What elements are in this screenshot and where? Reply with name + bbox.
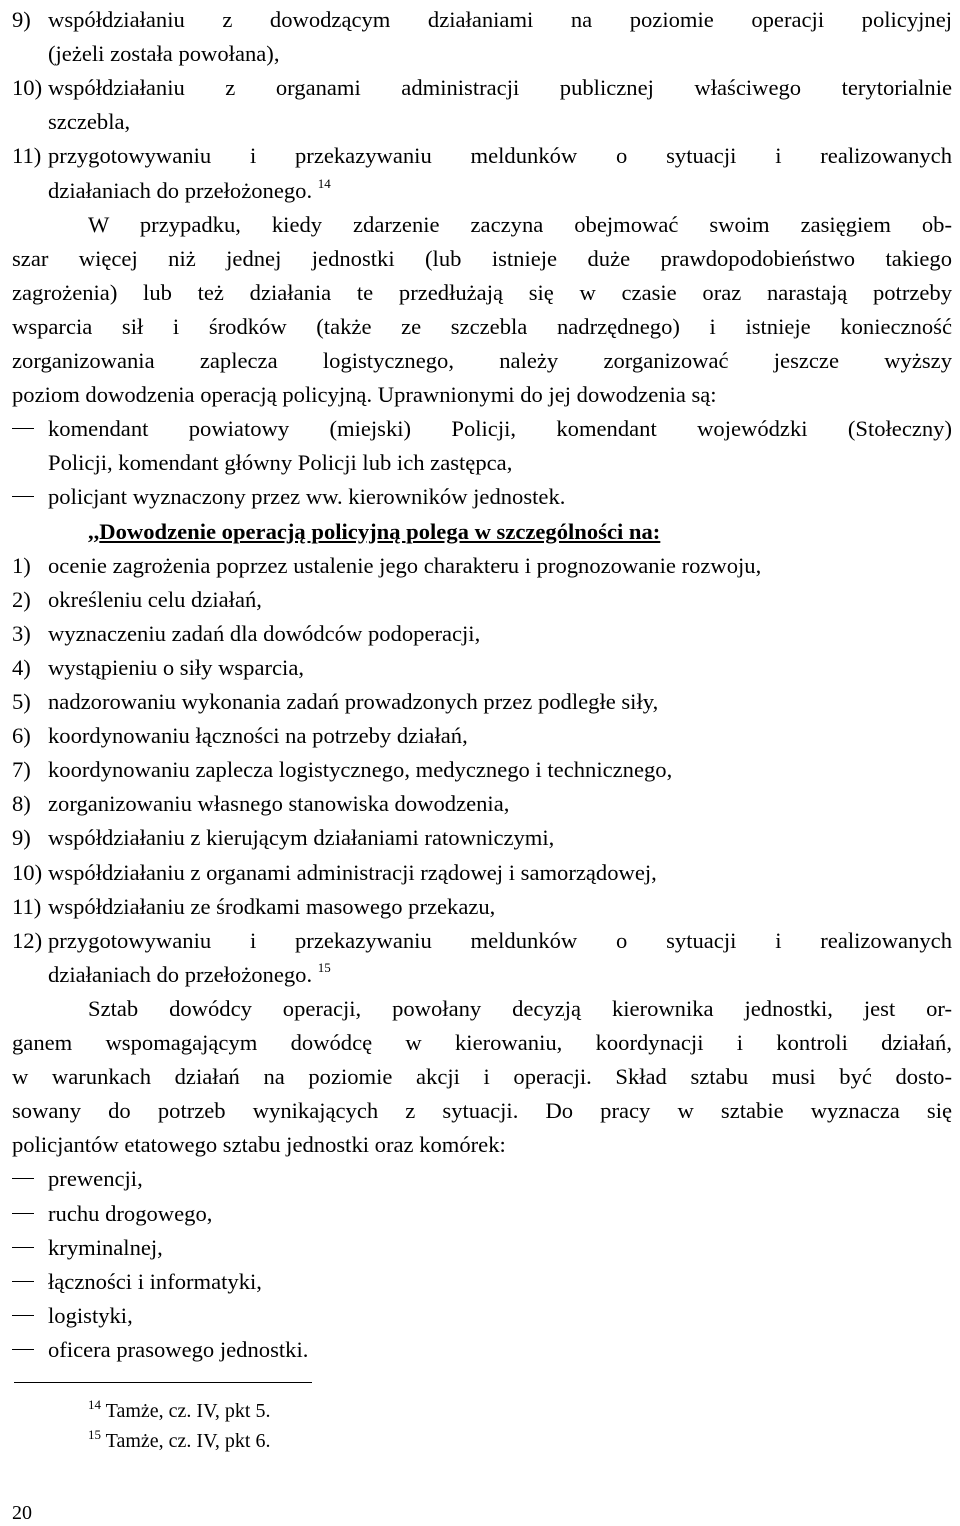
paragraph-text: zagrożenia) lub też działania te przedłużają się w czasie oraz narastają potrzeby: [12, 279, 952, 305]
paragraph-line: [12, 242, 952, 276]
list-item-text: przygotowywaniu i przekazywaniu meldunków o sytuacji i realizowanych: [48, 143, 952, 169]
list-item-text: wystąpieniu o siły wsparcia,: [48, 654, 305, 680]
list-item: [12, 719, 952, 753]
paragraph-text: sowany do potrzeb wynikających z sytuacji. Do pracy w sztabie wyznacza się: [12, 1098, 952, 1124]
list-number: 11): [12, 143, 42, 169]
list-item-text: działaniach do przełożonego. $^{14}$: [48, 175, 331, 203]
dash-item-text: kryminalnej,: [48, 1234, 163, 1260]
list-item-text: współdziałaniu z dowodzącym działaniami na poziomie operacji policyjnej: [48, 7, 952, 32]
list-item: [12, 753, 952, 787]
list-item: [12, 685, 952, 719]
paragraph-text: wsparcia sił i środków (także ze szczebla nadrzędnego) i istnieje konieczność: [12, 313, 952, 339]
section-heading: [88, 515, 952, 549]
dash-item-text: łączności i informatyki,: [48, 1268, 262, 1294]
dash-list-item: [12, 412, 952, 446]
list-item-text: współdziałaniu z organami administracji publicznej właściwego terytorialnie: [48, 75, 952, 101]
list-item-text: ocenie zagrożenia poprzez ustalenie jego charakteru i prognozowanie rozwoju,: [48, 552, 762, 578]
dash-bullet: [12, 1178, 34, 1179]
list-item: [12, 924, 952, 958]
list-number: 2): [12, 586, 31, 612]
list-number: 6): [12, 723, 31, 749]
list-item: [12, 958, 952, 992]
list-item: [12, 890, 952, 924]
list-item-text: współdziałaniu z organami administracji rządowej i samorządowej,: [48, 859, 657, 885]
list-number: 12): [12, 927, 43, 953]
paragraph-line: [12, 344, 952, 378]
list-item-text: (jeżeli została powołana),: [48, 41, 280, 67]
list-item: [12, 3, 952, 37]
list-number: 7): [12, 757, 31, 783]
dash-item-text: prewencji,: [48, 1166, 143, 1192]
dash-list-item: [12, 1265, 952, 1299]
paragraph-text: ganem wspomagającym dowódcę w kierowaniu, koordynacji i kontroli działań,: [12, 1030, 952, 1055]
list-item-text: wyznaczeniu zadań dla dowódców podoperacji,: [48, 620, 481, 646]
footnote-text: Tamże, cz. IV, pkt 5.: [105, 1400, 271, 1422]
paragraph-line: [12, 1094, 952, 1128]
paragraph-text: szar więcej niż jednej jednostki (lub istnieje duże prawdopodobieństwo takiego: [12, 245, 952, 271]
footnote-number: 15: [88, 1427, 101, 1442]
paragraph-text: zorganizowania zaplecza logistycznego, należy zorganizować jeszcze wyższy: [12, 348, 952, 373]
dash-list-item: [12, 1299, 952, 1333]
heading-quote: ,,: [88, 518, 100, 544]
footnote: [88, 1398, 270, 1426]
dash-bullet: [12, 1349, 34, 1350]
dash-bullet: [12, 1281, 34, 1282]
list-item: [12, 617, 952, 651]
paragraph-line: [12, 310, 952, 344]
dash-bullet: [12, 496, 34, 497]
dash-bullet: [12, 1247, 34, 1248]
list-item: [12, 549, 952, 583]
dash-item-text: Policji, komendant główny Policji lub ich zastępca,: [48, 450, 513, 476]
dash-bullet: [12, 1213, 34, 1214]
list-item-text: współdziałaniu ze środkami masowego przekazu,: [48, 893, 496, 919]
footnote-ref: 14: [317, 175, 331, 191]
list-number: 10): [12, 75, 43, 101]
dash-list-item: [12, 1231, 952, 1265]
paragraph-line: [12, 1026, 952, 1060]
list-item: [12, 139, 952, 173]
list-item-text: określeniu celu działań,: [48, 586, 262, 612]
footnote-ref: 15: [317, 959, 331, 975]
footnote: [88, 1428, 270, 1456]
list-item-text: koordynowaniu łączności na potrzeby działań,: [48, 723, 468, 749]
list-item: [12, 105, 952, 139]
dash-list-item: [12, 480, 952, 514]
dash-item-text: oficera prasowego jednostki.: [48, 1336, 309, 1362]
paragraph-text: Sztab dowódcy operacji, powołany decyzją kierownika jednostki, jest or-: [88, 995, 952, 1021]
paragraph-text: w warunkach działań na poziomie akcji i operacji. Skład sztabu musi być dosto-: [12, 1064, 952, 1090]
dash-bullet: [12, 1315, 34, 1316]
paragraph-line: [88, 992, 952, 1026]
footnote-text: Tamże, cz. IV, pkt 6.: [105, 1430, 271, 1452]
list-number: 10): [12, 859, 43, 885]
list-item-text: przygotowywaniu i przekazywaniu meldunków o sytuacji i realizowanych: [48, 927, 952, 953]
list-item: [12, 856, 952, 890]
list-item-text: działaniach do przełożonego. $^{15}$: [48, 959, 331, 987]
list-number: 4): [12, 654, 31, 680]
list-number: 9): [12, 825, 31, 851]
dash-list-item: [12, 446, 952, 480]
list-number: 1): [12, 552, 31, 578]
paragraph-line: [12, 1060, 952, 1094]
list-number: 3): [12, 620, 31, 646]
list-number: 9): [12, 7, 31, 32]
list-item: [12, 174, 952, 208]
dash-item-text: logistyki,: [48, 1302, 133, 1328]
paragraph-line: [88, 208, 952, 242]
dash-list-item: [12, 1333, 952, 1367]
list-number: 11): [12, 893, 42, 919]
dash-item-text: ruchu drogowego,: [48, 1200, 213, 1226]
dash-bullet: [12, 428, 34, 429]
list-item: [12, 71, 952, 105]
paragraph-text: W przypadku, kiedy zdarzenie zaczyna obejmować swoim zasięgiem ob-: [88, 211, 952, 237]
dash-item-text: komendant powiatowy (miejski) Policji, komendant wojewódzki (Stołeczny): [48, 416, 952, 442]
dash-list-item: [12, 1197, 952, 1231]
paragraph-line: [12, 378, 952, 412]
paragraph-text: policjantów etatowego sztabu jednostki oraz komórek:: [12, 1132, 506, 1158]
page-number: 20: [12, 1502, 32, 1524]
paragraph-line: [12, 276, 952, 310]
paragraph-line: [12, 1128, 952, 1162]
paragraph-text: poziom dowodzenia operacją policyjną. Uprawnionymi do jej dowodzenia są:: [12, 382, 717, 408]
list-item: [12, 787, 952, 821]
footnote-separator: [14, 1382, 312, 1383]
list-item: [12, 37, 952, 71]
list-item: [12, 651, 952, 685]
dash-item-text: policjant wyznaczony przez ww. kierowników jednostek.: [48, 484, 566, 510]
heading-text: Dowodzenie operacją policyjną polega w szczególności na:: [99, 518, 661, 544]
list-item-text: zorganizowaniu własnego stanowiska dowodzenia,: [48, 791, 510, 817]
list-item-text: szczebla,: [48, 109, 131, 135]
list-item: [12, 583, 952, 617]
dash-list-item: [12, 1162, 952, 1196]
list-item: [12, 821, 952, 855]
list-number: 8): [12, 791, 31, 817]
list-item-text: współdziałaniu z kierującym działaniami ratowniczymi,: [48, 825, 555, 851]
footnote-number: 14: [88, 1397, 101, 1412]
list-item-text: koordynowaniu zaplecza logistycznego, medycznego i technicznego,: [48, 757, 673, 783]
list-number: 5): [12, 689, 31, 714]
list-item-text: nadzorowaniu wykonania zadań prowadzonych przez podległe siły,: [48, 689, 659, 714]
